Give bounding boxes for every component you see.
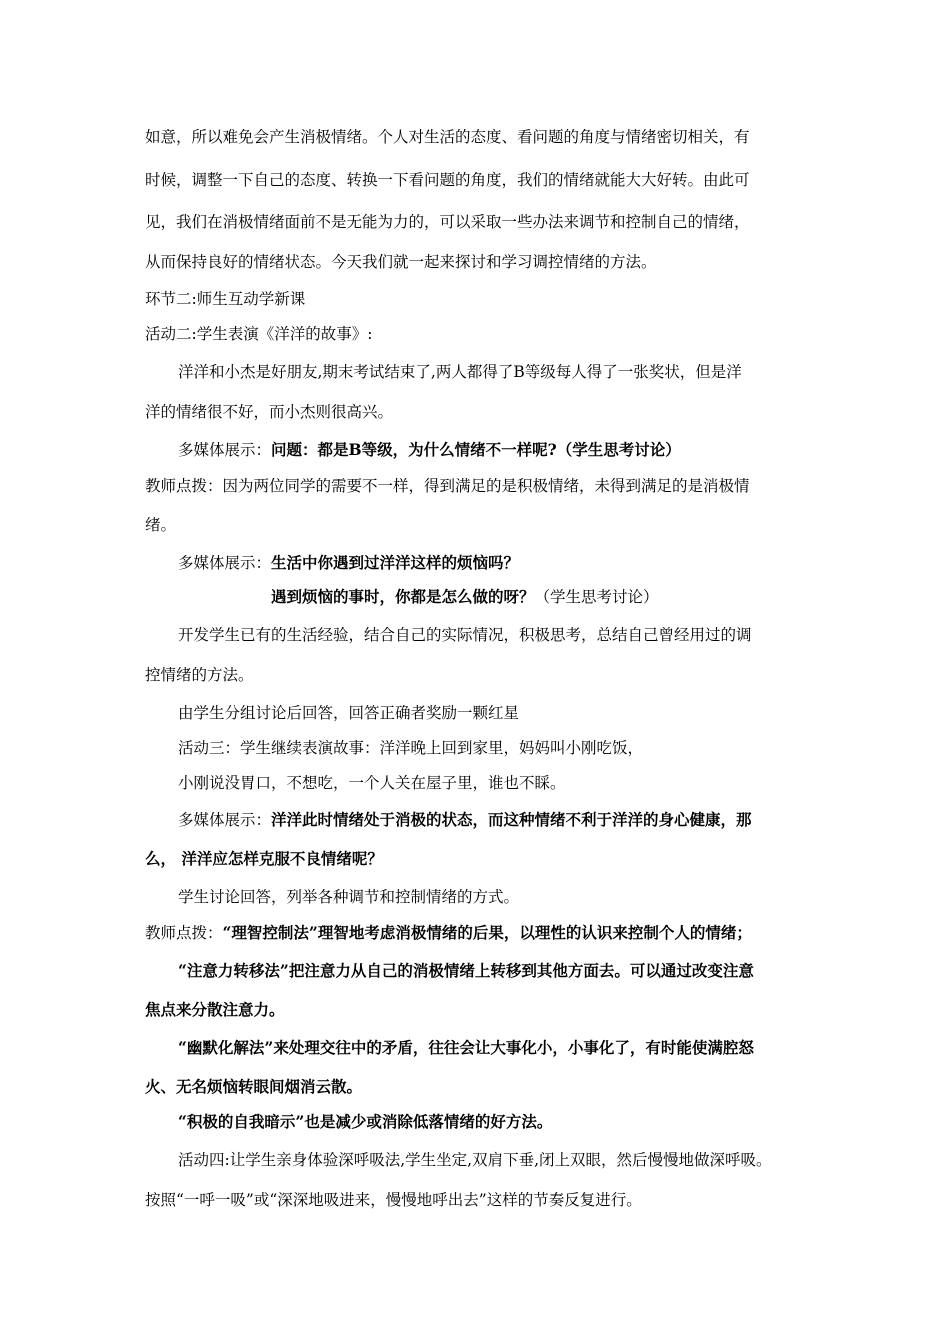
activity-heading: 活动二:学生表演《洋洋的故事》: [145,325,373,343]
text-line: 教师点拨：因为两位同学的需要不一样，得到满足的是积极情绪，未得到满足的是消极情 [145,477,750,495]
activity-heading: 活动三：学生继续表演故事：洋洋晚上回到家里，妈妈叫小刚吃饭， [178,739,644,757]
text-line: 洋的情绪很不好，而小杰则很高兴。 [145,403,394,421]
method-text: “积极的自我暗示”也是减少或消除低落情绪的好方法。 [178,1112,553,1131]
text-line: 开发学生已有的生活经验，结合自己的实际情况，积极思考，总结自己曾经用过的调 [178,626,752,644]
multimedia-label: 多媒体展示： [178,554,272,572]
multimedia-line [178,553,519,573]
method-text: 火、无名烦恼转眼间烟消云散。 [145,1077,363,1096]
question-text: 问题：都是B等级，为什么情绪不一样呢?（学生思考讨论） [271,440,681,459]
text-line: 小刚说没胃口，不想吃，一个人关在屋子里，谁也不睬。 [178,774,566,792]
note-text: （学生思考讨论） [534,588,659,606]
text-line: 见，我们在消极情绪面前不是无能为力的，可以采取一些办法来调节和控制自己的情绪， [145,213,750,231]
text-line: 由学生分组讨论后回答，回答正确者奖励一颗红星 [178,704,520,722]
text-line: 从而保持良好的情绪状态。今天我们就一起来探讨和学习调控情绪的方法。 [145,253,657,271]
activity-heading: 活动四:让学生亲身体验深呼吸法,学生坐定,双肩下垂,闭上双眼，然后慢慢地做深呼吸。 [178,1151,772,1169]
guidance-label: 教师点拨： [145,924,223,942]
question-text: 么， 洋洋应怎样克服不良情绪呢？ [145,849,383,868]
text-line: 控情绪的方法。 [145,666,254,684]
question-text: 遇到烦恼的事时，你都是怎么做的呀？ [271,587,535,606]
question-text: 生活中你遇到过洋洋这样的烦恼吗？ [271,553,520,572]
method-text: “注意力转移法”把注意力从自己的消极情绪上转移到其他方面去。可以通过改变注意 [178,961,754,980]
teacher-guidance-line [145,923,752,943]
text-line: 按照“一呼一吸”或“深深地吸进来，慢慢地呼出去”这样的节奏反复进行。 [145,1191,642,1209]
question-text: 洋洋此时情绪处于消极的状态，而这种情绪不利于洋洋的身心健康，那 [271,810,752,829]
method-text: “理智控制法”理智地考虑消极情绪的后果，以理性的认识来控制个人的情绪； [222,923,752,942]
text-line: 如意，所以难免会产生消极情绪。个人对生活的态度、看问题的角度与情绪密切相关，有 [145,128,750,146]
section-heading: 环节二:师生互动学新课 [145,290,306,308]
multimedia-line [178,440,681,460]
multimedia-line [178,810,752,830]
multimedia-label: 多媒体展示： [178,441,272,459]
question-line [271,587,659,607]
multimedia-label: 多媒体展示： [178,811,272,829]
text-line: 时候，调整一下自己的态度、转换一下看问题的角度，我们的情绪就能大大好转。由此可 [145,171,750,189]
text-line: 洋洋和小杰是好朋友,期末考试结束了,两人都得了B等级每人得了一张奖状，但是洋 [178,363,742,381]
text-line: 学生讨论回答，列举各种调节和控制情绪的方式。 [178,888,520,906]
method-text: 焦点来分散注意力。 [145,1000,285,1019]
text-line: 绪。 [145,516,177,534]
method-text: “幽默化解法”来处理交往中的矛盾，往往会让大事化小，小事化了，有时能使满腔怒 [178,1038,754,1057]
